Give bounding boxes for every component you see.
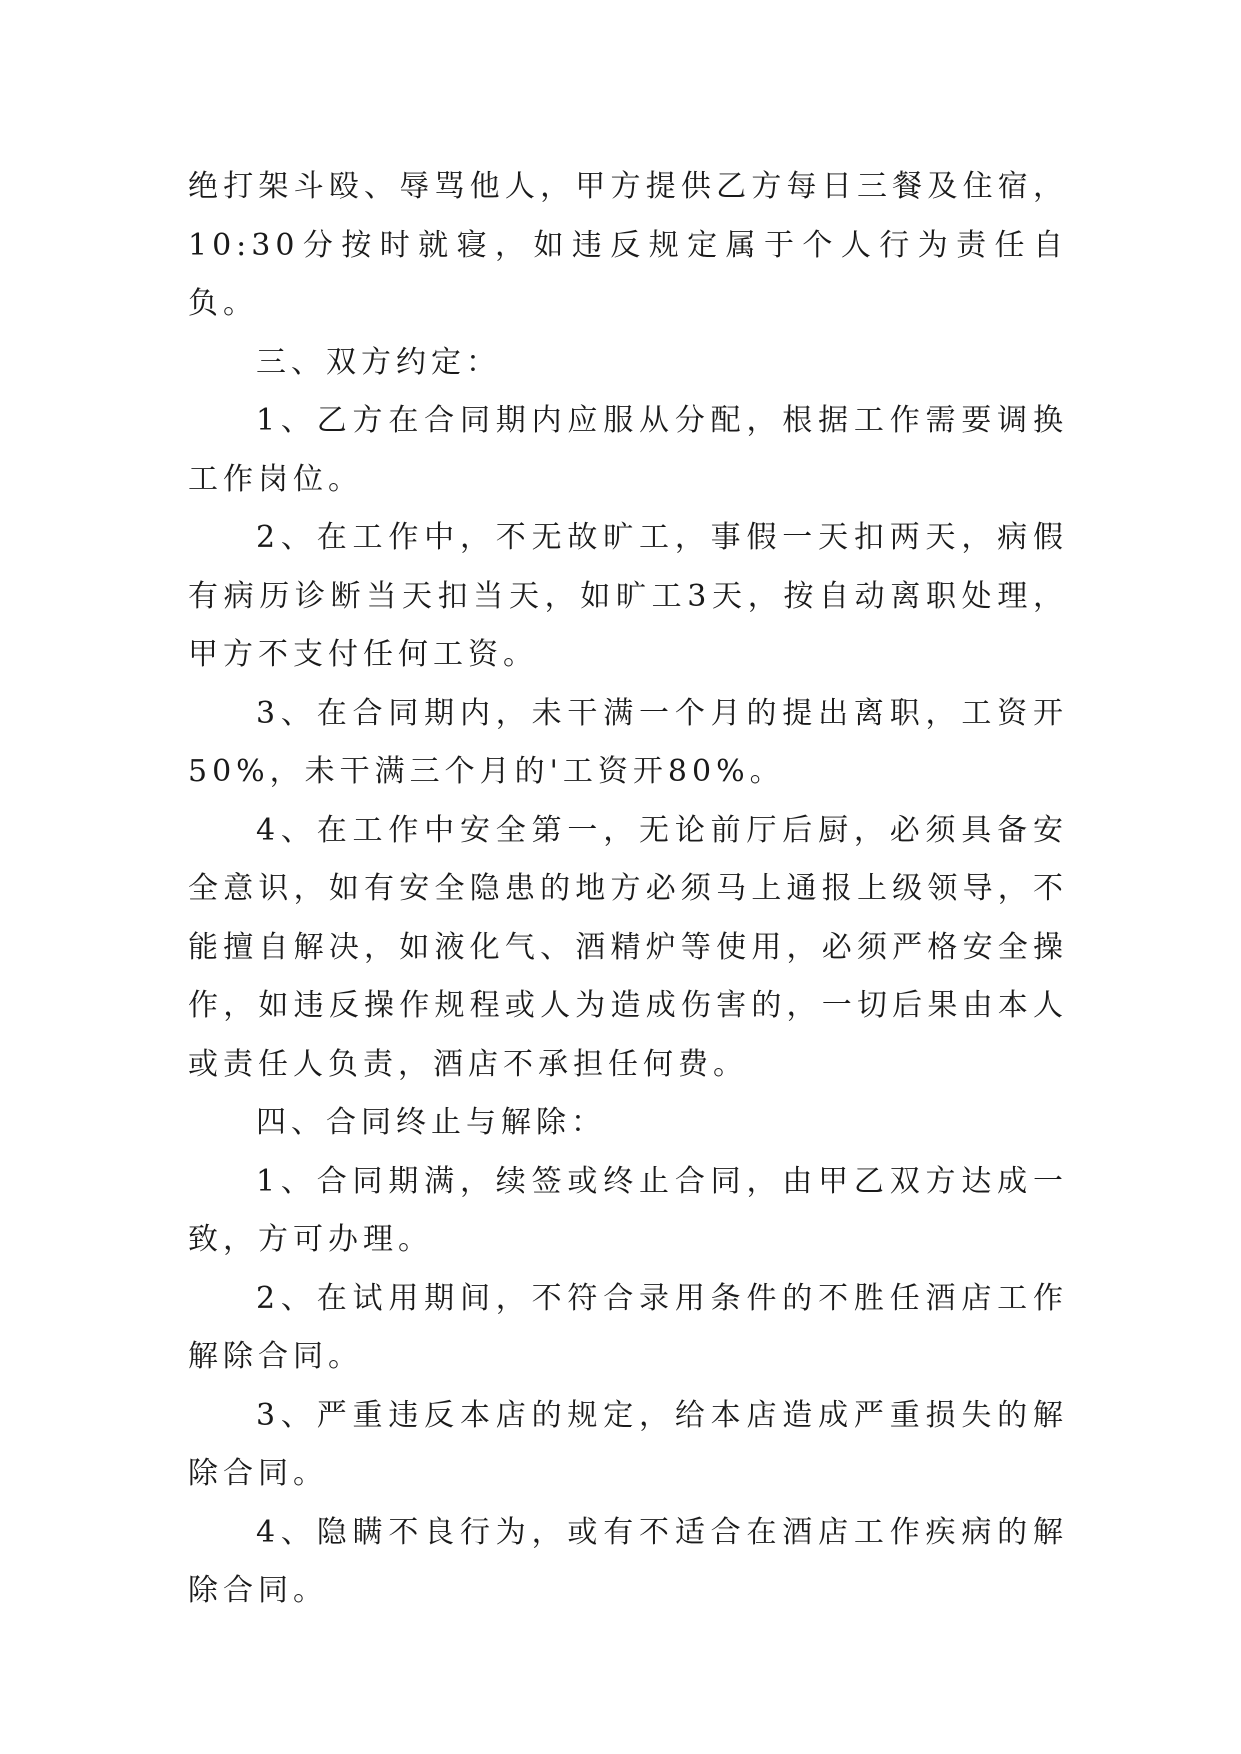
section-heading-termination: 四、合同终止与解除：: [256, 1105, 606, 1140]
clause-probation: 2、在试用期间，不符合录用条件的不胜任酒店工作解除合同。: [188, 1280, 1068, 1374]
section-heading-mutual-agreement: 三、双方约定：: [256, 344, 501, 380]
document-body: [188, 158, 1068, 1621]
clause-attendance: 2、在工作中，不无故旷工，事假一天扣两天，病假有病历诊断当天扣当天，如旷工3天，按自动离职处理，甲方不支付任何工资。: [188, 520, 1068, 672]
paragraph-rules-continued: 绝打架斗殴、辱骂他人，甲方提供乙方每日三餐及住宿，10:30分按时就寝，如违反规定属于个人行为责任自负。: [188, 169, 1068, 321]
clause-concealment: 4、隐瞒不良行为，或有不适合在酒店工作疾病的解除合同。: [188, 1514, 1068, 1608]
clause-contract-expiry: 1、合同期满，续签或终止合同，由甲乙双方达成一致，方可办理。: [188, 1163, 1068, 1257]
clause-job-assignment: 1、乙方在合同期内应服从分配，根据工作需要调换工作岗位。: [188, 403, 1068, 497]
clause-resignation-pay: 3、在合同期内，未干满一个月的提出离职，工资开50%，未干满三个月的'工资开80%。: [188, 695, 1068, 789]
clause-safety: 4、在工作中安全第一，无论前厅后厨，必须具备安全意识，如有安全隐患的地方必须马上通报上级领导，不能擅自解决，如液化气、酒精炉等使用，必须严格安全操作，如违反操作规程或人为造成伤害的，一切后果由本人或责任人负责，酒店不承担任何费。: [188, 812, 1068, 1082]
clause-serious-violation: 3、严重违反本店的规定，给本店造成严重损失的解除合同。: [188, 1397, 1068, 1491]
